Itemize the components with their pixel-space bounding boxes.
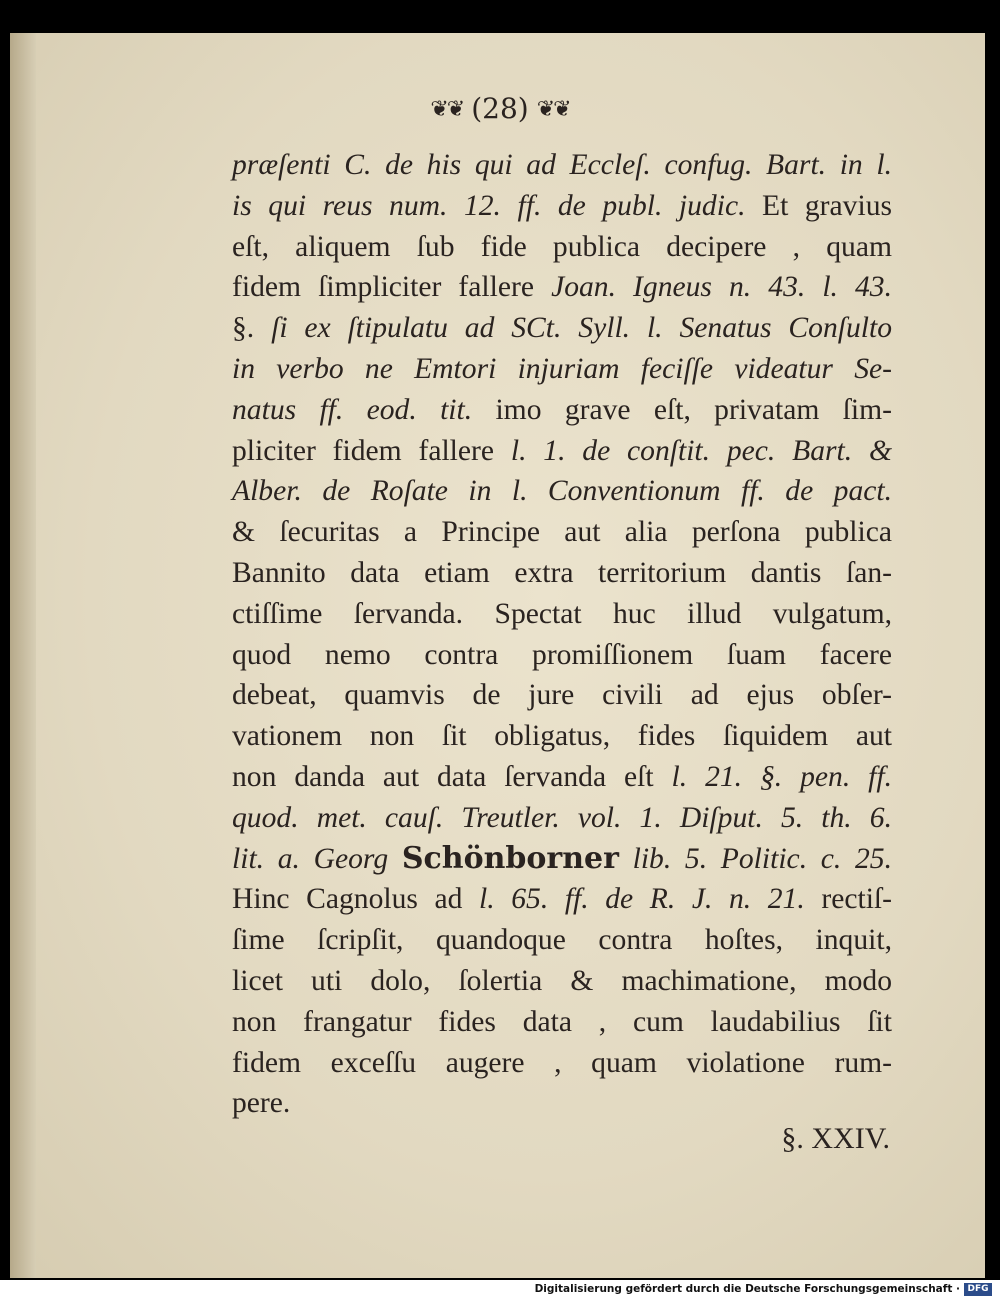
- text-line: [232, 349, 892, 390]
- text-run: pere.: [232, 1087, 291, 1120]
- text-line: [232, 308, 892, 349]
- text-line: [232, 675, 892, 716]
- text-run: non frangatur fides data , cum laudabilius ſit: [232, 1005, 892, 1038]
- text-run: fidem exceſſu augere , quam violatione rum-: [232, 1046, 892, 1079]
- text-run: §.: [232, 312, 272, 345]
- text-line: [232, 431, 892, 472]
- page-binding-edge: [10, 33, 36, 1278]
- text-line: [232, 1083, 892, 1124]
- text-run: is qui reus num. 12. ff. de publ. judic.: [232, 189, 746, 222]
- text-run: l. 1. de conſtit. pec. Bart. &: [510, 434, 892, 467]
- text-run: fidem ſimpliciter fallere: [232, 271, 552, 304]
- text-line: [232, 390, 892, 431]
- text-line: [232, 145, 892, 186]
- body-text: [232, 145, 892, 1124]
- text-line: [232, 635, 892, 676]
- page-number: (28): [471, 92, 529, 125]
- ornament-left-icon: ❦❦: [430, 97, 464, 122]
- text-run: l. 65. ff. de R. J. n. 21.: [479, 883, 805, 916]
- text-run: Joan. Igneus n. 43. l. 43.: [551, 271, 892, 304]
- text-line: [232, 553, 892, 594]
- text-run: ſime ſcripſit, quandoque contra hoſtes, inquit,: [232, 924, 892, 957]
- text-run: lit. a. Georg: [232, 842, 402, 875]
- text-line: [232, 471, 892, 512]
- text-run: ctiſſime ſervanda. Spectat huc illud vulgatum,: [232, 597, 892, 630]
- text-run: Et gravius: [745, 189, 893, 222]
- text-line: [232, 186, 892, 227]
- catchword: §. XXIV.: [781, 1122, 890, 1155]
- text-run: Hinc Cagnolus ad: [232, 883, 480, 916]
- text-run: quod. met. cauſ. Treutler. vol. 1. Diſput. 5. th. 6.: [232, 801, 892, 834]
- text-line: [232, 1043, 892, 1084]
- text-line: [232, 512, 892, 553]
- text-line: [232, 961, 892, 1002]
- text-line: [232, 920, 892, 961]
- text-line: [232, 716, 892, 757]
- text-run: Alber. de Roſate in l. Conventionum ff. de pact.: [232, 475, 892, 508]
- dfg-logo-icon: DFG: [964, 1283, 992, 1296]
- text-run: pliciter fidem fallere: [232, 434, 511, 467]
- text-run: quod nemo contra promiſſionem ſuam facere: [232, 638, 892, 671]
- page-header: [0, 92, 1000, 125]
- text-line: [232, 227, 892, 268]
- text-line: [232, 757, 892, 798]
- text-run: l. 21. §. pen. ff.: [671, 760, 892, 793]
- text-run: non danda aut data ſervanda eſt: [232, 760, 672, 793]
- text-run: Schönborner: [401, 840, 619, 876]
- footer-credit: Digitalisierung gefördert durch die Deutsche Forschungsgemeinschaft ·: [534, 1283, 960, 1295]
- text-line: [232, 839, 892, 880]
- text-run: natus ff. eod. tit.: [232, 393, 473, 426]
- text-line: [232, 798, 892, 839]
- text-run: & ſecuritas a Principe aut alia perſona publica: [232, 516, 892, 549]
- text-run: ſi ex ſtipulatu ad SCt. Syll. l. Senatus Conſulto: [271, 312, 893, 345]
- text-line: [232, 1002, 892, 1043]
- ornament-right-icon: ❦❦: [536, 97, 570, 122]
- footer-bar: [0, 1280, 1000, 1300]
- text-run: rectiſ-: [804, 883, 892, 916]
- text-run: lib. 5. Politic. c. 25.: [618, 842, 892, 875]
- text-run: licet uti dolo, ſolertia & machimatione, modo: [232, 964, 892, 997]
- text-run: imo grave eſt, privatam ſim-: [472, 393, 892, 426]
- text-line: [232, 267, 892, 308]
- text-run: præſenti C. de his qui ad Eccleſ. confug. Bart. in l.: [232, 149, 892, 181]
- text-run: vationem non ſit obligatus, fides ſiquidem aut: [232, 720, 892, 753]
- text-run: in verbo ne Emtori injuriam feciſſe videatur Se-: [232, 352, 892, 385]
- text-run: debeat, quamvis de jure civili ad ejus obſer-: [232, 679, 892, 712]
- text-run: Bannito data etiam extra territorium dantis ſan-: [232, 556, 892, 589]
- text-line: [232, 879, 892, 920]
- text-line: [232, 594, 892, 635]
- text-run: eſt, aliquem ſub fide publica decipere , quam: [232, 230, 892, 263]
